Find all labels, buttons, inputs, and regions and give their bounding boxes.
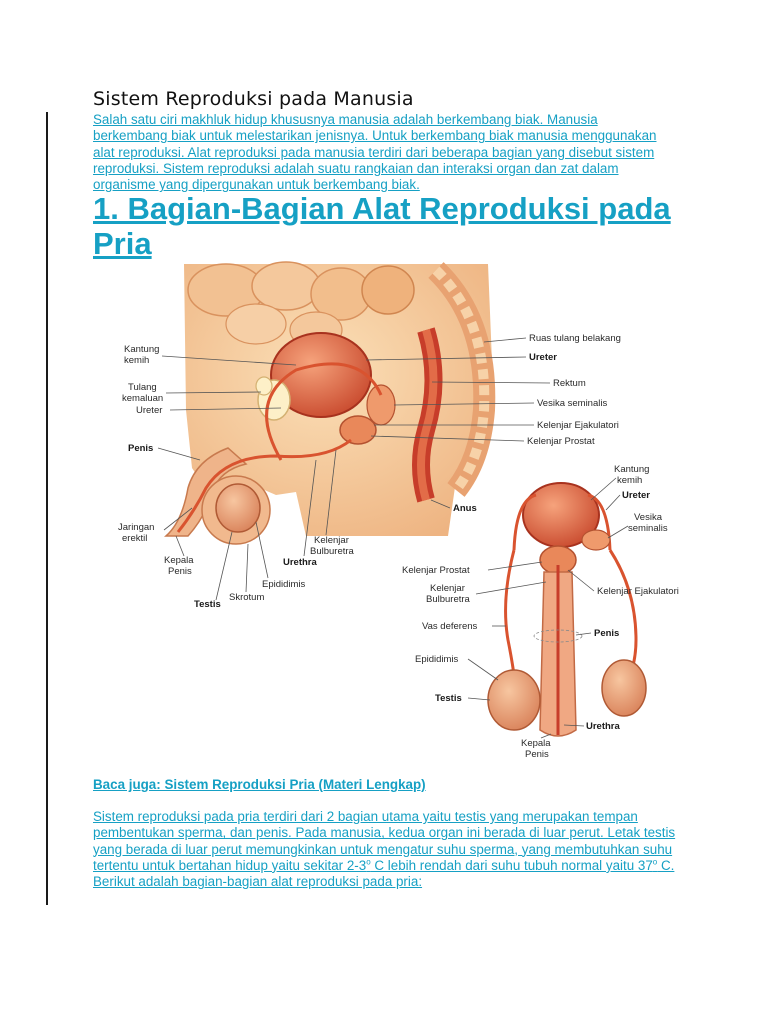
prostate <box>340 416 376 444</box>
label-rektum: Rektum <box>553 378 586 389</box>
label-penis-side: Penis <box>128 443 154 454</box>
label-kelenjar-prostat-front: Kelenjar Prostat <box>402 565 470 576</box>
testis-front-left <box>488 670 540 730</box>
testis-front-right <box>602 660 646 716</box>
label-testis-front: Testis <box>435 693 462 704</box>
degree-mark-1: o <box>366 857 371 867</box>
label-tulang-kemaluan-l1: Tulang <box>128 382 157 393</box>
label-kepala-penis-front-l1: Kepala <box>521 738 551 749</box>
label-vesika-seminalis-side: Vesika seminalis <box>537 398 608 409</box>
body-paragraph-link[interactable] <box>93 809 683 890</box>
label-kelenjar-ejakulatori-side: Kelenjar Ejakulatori <box>537 420 619 431</box>
seminal-vesicle-front <box>582 530 610 550</box>
body-text-part-1: Sistem reproduksi pada pria terdiri dari 2 bagian utama yaitu testis yang merupakan tempan pembentukan sperma, dan penis. Pada manusia, kedua organ ini berada di luar perut. Letak testis yang berada di luar perut memungkinkan untuk mengatur suhu sperma, yang membutuhkan suhu tertentu untuk bertahan hidup yaitu sekitar 2-3 <box>93 809 676 873</box>
label-kepala-penis-l1: Kepala <box>164 555 194 566</box>
label-kepala-penis-front-l2: Penis <box>525 749 549 760</box>
label-penis-front: Penis <box>594 628 620 639</box>
label-kelenjar-bulburetra-l2: Bulburetra <box>310 546 354 557</box>
label-kantung-kemih-front-l2: kemih <box>617 475 643 486</box>
label-ruas-tulang-belakang: Ruas tulang belakang <box>529 333 621 344</box>
label-jaringan-erektil-l2: erektil <box>122 533 148 544</box>
testis-side <box>216 484 260 532</box>
label-kelenjar-bulburetra-front-l1: Kelenjar <box>430 583 465 594</box>
label-epididimis-front: Epididimis <box>415 654 459 665</box>
label-kelenjar-bulburetra-front-l2: Bulburetra <box>426 594 470 605</box>
label-epididimis-side: Epididimis <box>262 579 306 590</box>
label-ureter-front: Ureter <box>622 490 650 501</box>
label-vesika-seminalis-front-l1: Vesika <box>634 512 662 523</box>
male-reproductive-system-illustration <box>96 260 732 765</box>
document-title: Sistem Reproduksi pada Manusia <box>93 88 414 110</box>
label-kelenjar-ejakulatori-front: Kelenjar Ejakulatori <box>597 586 679 597</box>
see-also-link[interactable]: Baca juga: Sistem Reproduksi Pria (Materi Lengkap) <box>93 777 426 792</box>
margin-rule <box>46 112 48 905</box>
label-vas-deferens: Vas deferens <box>422 621 478 632</box>
label-vesika-seminalis-front-l2: seminalis <box>628 523 668 534</box>
label-jaringan-erektil-l1: Jaringan <box>118 522 155 533</box>
label-tulang-kemaluan-l2: kemaluan <box>122 393 164 404</box>
label-kepala-penis-l2: Penis <box>168 566 192 577</box>
label-kantung-kemih-front-l1: Kantung <box>614 464 650 475</box>
intro-paragraph-link[interactable]: Salah satu ciri makhluk hidup khususnya manusia adalah berkembang biak. Manusia berkembang biak untuk melestarikan jenisnya. Untuk berkembang biak manusia menggunakan alat reproduksi. Alat reproduksi pada manusia terdiri dari beberapa bagian yang disebut sistem reproduksi. Sistem reproduksi adalah suatu rangkaian dan interaksi organ dan zat dalam organisme yang dipergunakan untuk berkembang biak. <box>93 112 657 193</box>
label-ureter-right: Ureter <box>529 352 557 363</box>
label-urethra-side: Urethra <box>283 557 317 568</box>
label-skrotum: Skrotum <box>229 592 265 603</box>
label-urethra-front: Urethra <box>586 721 620 732</box>
label-kantung-kemih-l1: Kantung <box>124 344 160 355</box>
label-anus: Anus <box>453 503 477 514</box>
body-text-part-3: C. Berikut adalah bagian-bagian alat reproduksi pada pria: <box>93 857 675 890</box>
label-testis-side: Testis <box>194 599 221 610</box>
label-kelenjar-prostat-side: Kelenjar Prostat <box>527 436 595 447</box>
body-text-part-2: C lebih rendah dari suhu tubuh normal yaitu 37 <box>370 857 653 873</box>
seminal-vesicle <box>367 385 395 425</box>
label-kelenjar-bulburetra-l1: Kelenjar <box>314 535 349 546</box>
label-kantung-kemih-l2: kemih <box>124 355 150 366</box>
section-heading-link[interactable]: 1. Bagian-Bagian Alat Reproduksi pada Pria <box>93 191 671 261</box>
label-ureter-left: Ureter <box>136 405 163 416</box>
degree-mark-2: o <box>652 857 658 867</box>
